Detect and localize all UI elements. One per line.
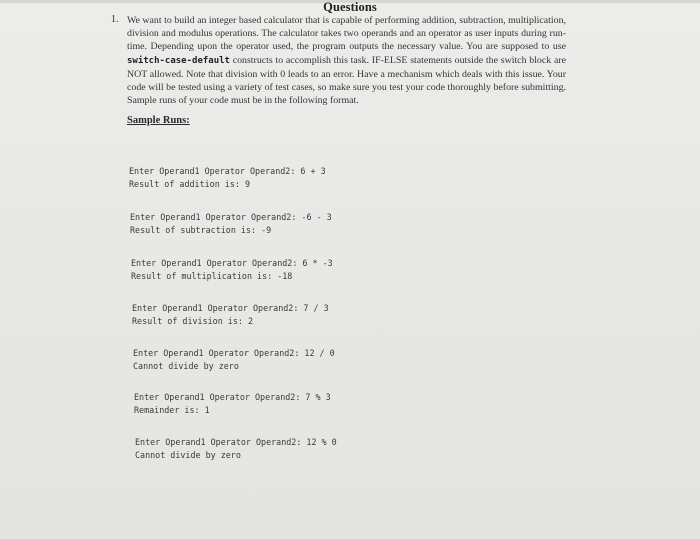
run-result: Result of division is: 2 — [132, 316, 254, 326]
run-result: Cannot divide by zero — [135, 450, 241, 460]
sample-run-3 — [131, 257, 333, 283]
question-text-part-2: constructs to accomplish this task. IF-ELSE statements outside the switch block are NOT allowed. Note that division with 0 leads to an error. Have a mechanism which deals with this issue. Your code will be tested using a variety of test cases, so make sure you test your code thoroughly before submitting. Sample runs of your code must be in the following format. — [127, 54, 566, 107]
section-title: Questions — [323, 0, 377, 14]
question-1 — [111, 14, 566, 126]
run-prompt: Enter Operand1 Operator Operand2: 12 % 0 — [135, 437, 337, 447]
sample-run-6 — [134, 391, 331, 417]
sample-run-2 — [130, 211, 332, 237]
question-keyword: switch-case-default — [127, 55, 230, 66]
sample-run-4 — [132, 302, 329, 328]
run-result: Result of addition is: 9 — [129, 179, 251, 189]
question-text — [127, 14, 566, 107]
run-prompt: Enter Operand1 Operator Operand2: 12 / 0 — [133, 348, 335, 358]
run-prompt: Enter Operand1 Operator Operand2: 7 / 3 — [132, 303, 329, 313]
run-prompt: Enter Operand1 Operator Operand2: 7 % 3 — [134, 392, 331, 402]
run-prompt: Enter Operand1 Operator Operand2: 6 * -3 — [131, 258, 333, 268]
run-result: Result of subtraction is: -9 — [130, 225, 272, 235]
question-text-part-1: We want to build an integer based calculator that is capable of performing addition, subtraction, multiplication, division and modulus operations. The calculator takes two operands and an operator as user inputs during run-time. Depending upon the operator used, the program outputs the necessary value. You are supposed to use — [127, 15, 566, 53]
sample-run-5 — [133, 347, 335, 373]
sample-run-7 — [135, 436, 337, 462]
run-result: Result of multiplication is: -18 — [131, 271, 293, 281]
run-prompt: Enter Operand1 Operator Operand2: 6 + 3 — [129, 166, 326, 176]
run-prompt: Enter Operand1 Operator Operand2: -6 - 3 — [130, 212, 332, 222]
question-number: 1. — [111, 14, 119, 25]
run-result: Cannot divide by zero — [133, 361, 239, 371]
sample-runs-heading: Sample Runs: — [127, 115, 190, 127]
sample-run-1 — [129, 165, 326, 191]
run-result: Remainder is: 1 — [134, 405, 210, 415]
